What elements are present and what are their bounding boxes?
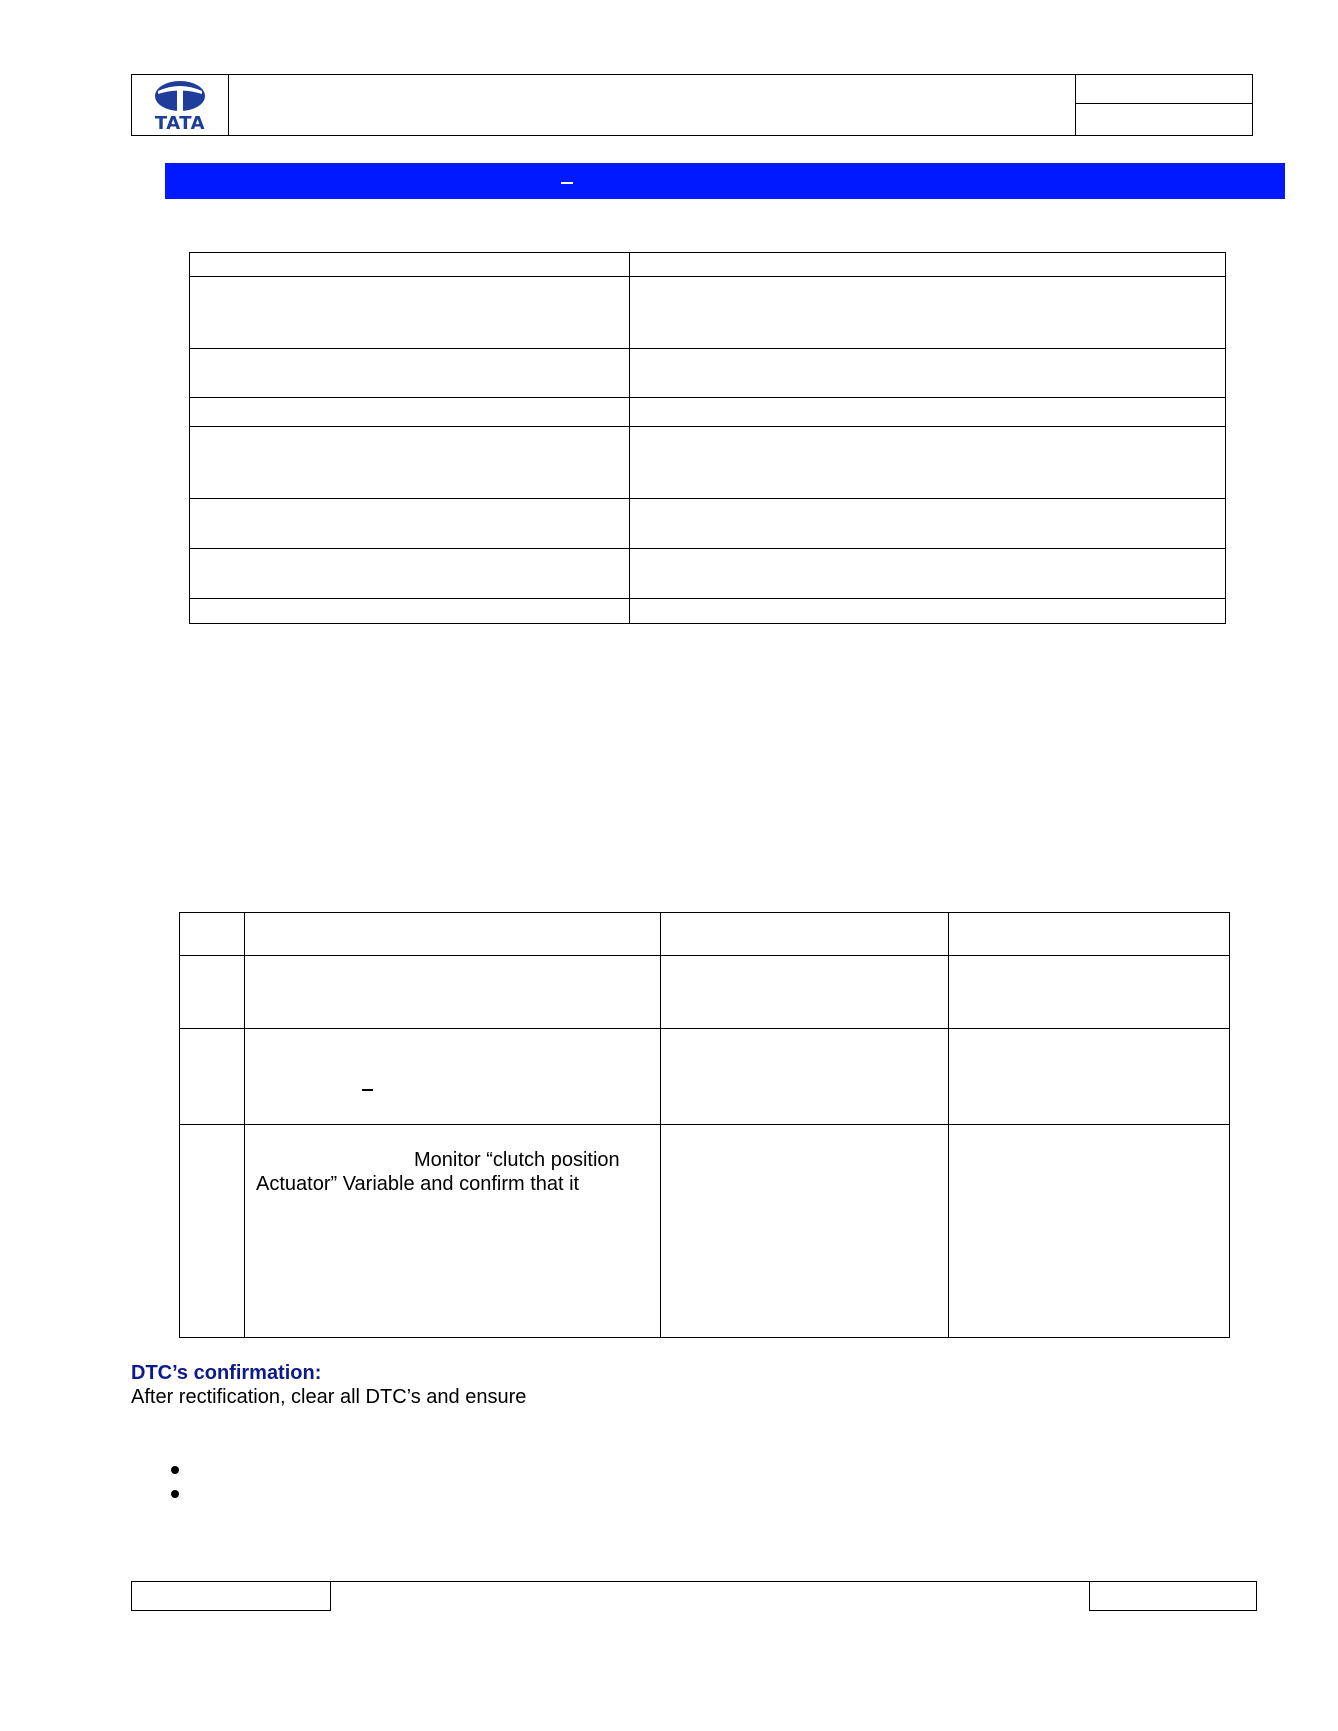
document-header xyxy=(131,74,1253,136)
tata-logo-icon xyxy=(144,79,216,115)
banner-dash xyxy=(561,182,573,184)
step-dash xyxy=(362,1089,373,1091)
logo-cell xyxy=(132,75,229,135)
info-table xyxy=(189,252,1226,624)
bullet-icon xyxy=(171,1490,179,1498)
table-row xyxy=(180,1029,1230,1125)
footer-right-cell xyxy=(1089,1581,1257,1611)
table-row xyxy=(180,913,1230,956)
footer-divider xyxy=(331,1581,1089,1582)
table-row xyxy=(190,277,1226,349)
procedure-step-cell xyxy=(245,1125,661,1338)
section-banner xyxy=(165,163,1285,199)
header-right-top-cell xyxy=(1076,75,1252,104)
table-row xyxy=(180,956,1230,1029)
bullet-icon xyxy=(171,1466,179,1474)
dtc-confirmation-heading: DTC’s confirmation: xyxy=(131,1362,322,1384)
table-row xyxy=(190,599,1226,624)
procedure-table xyxy=(179,912,1230,1338)
dtc-confirmation-text: After rectification, clear all DTC’s and ensure xyxy=(131,1386,527,1408)
step-instruction: Monitor “clutch position Actuator” Variable and confirm that it xyxy=(256,1149,620,1195)
tata-logo-text: TATA xyxy=(154,113,206,134)
header-title-cell xyxy=(228,75,1076,135)
table-row xyxy=(190,349,1226,398)
table-row xyxy=(190,549,1226,599)
document-footer xyxy=(131,1581,1257,1611)
procedure-step-cell xyxy=(245,1029,661,1125)
table-row xyxy=(190,253,1226,277)
footer-left-cell xyxy=(131,1581,331,1611)
table-row xyxy=(190,499,1226,549)
table-row xyxy=(190,427,1226,499)
table-row xyxy=(190,398,1226,427)
table-row xyxy=(180,1125,1230,1338)
